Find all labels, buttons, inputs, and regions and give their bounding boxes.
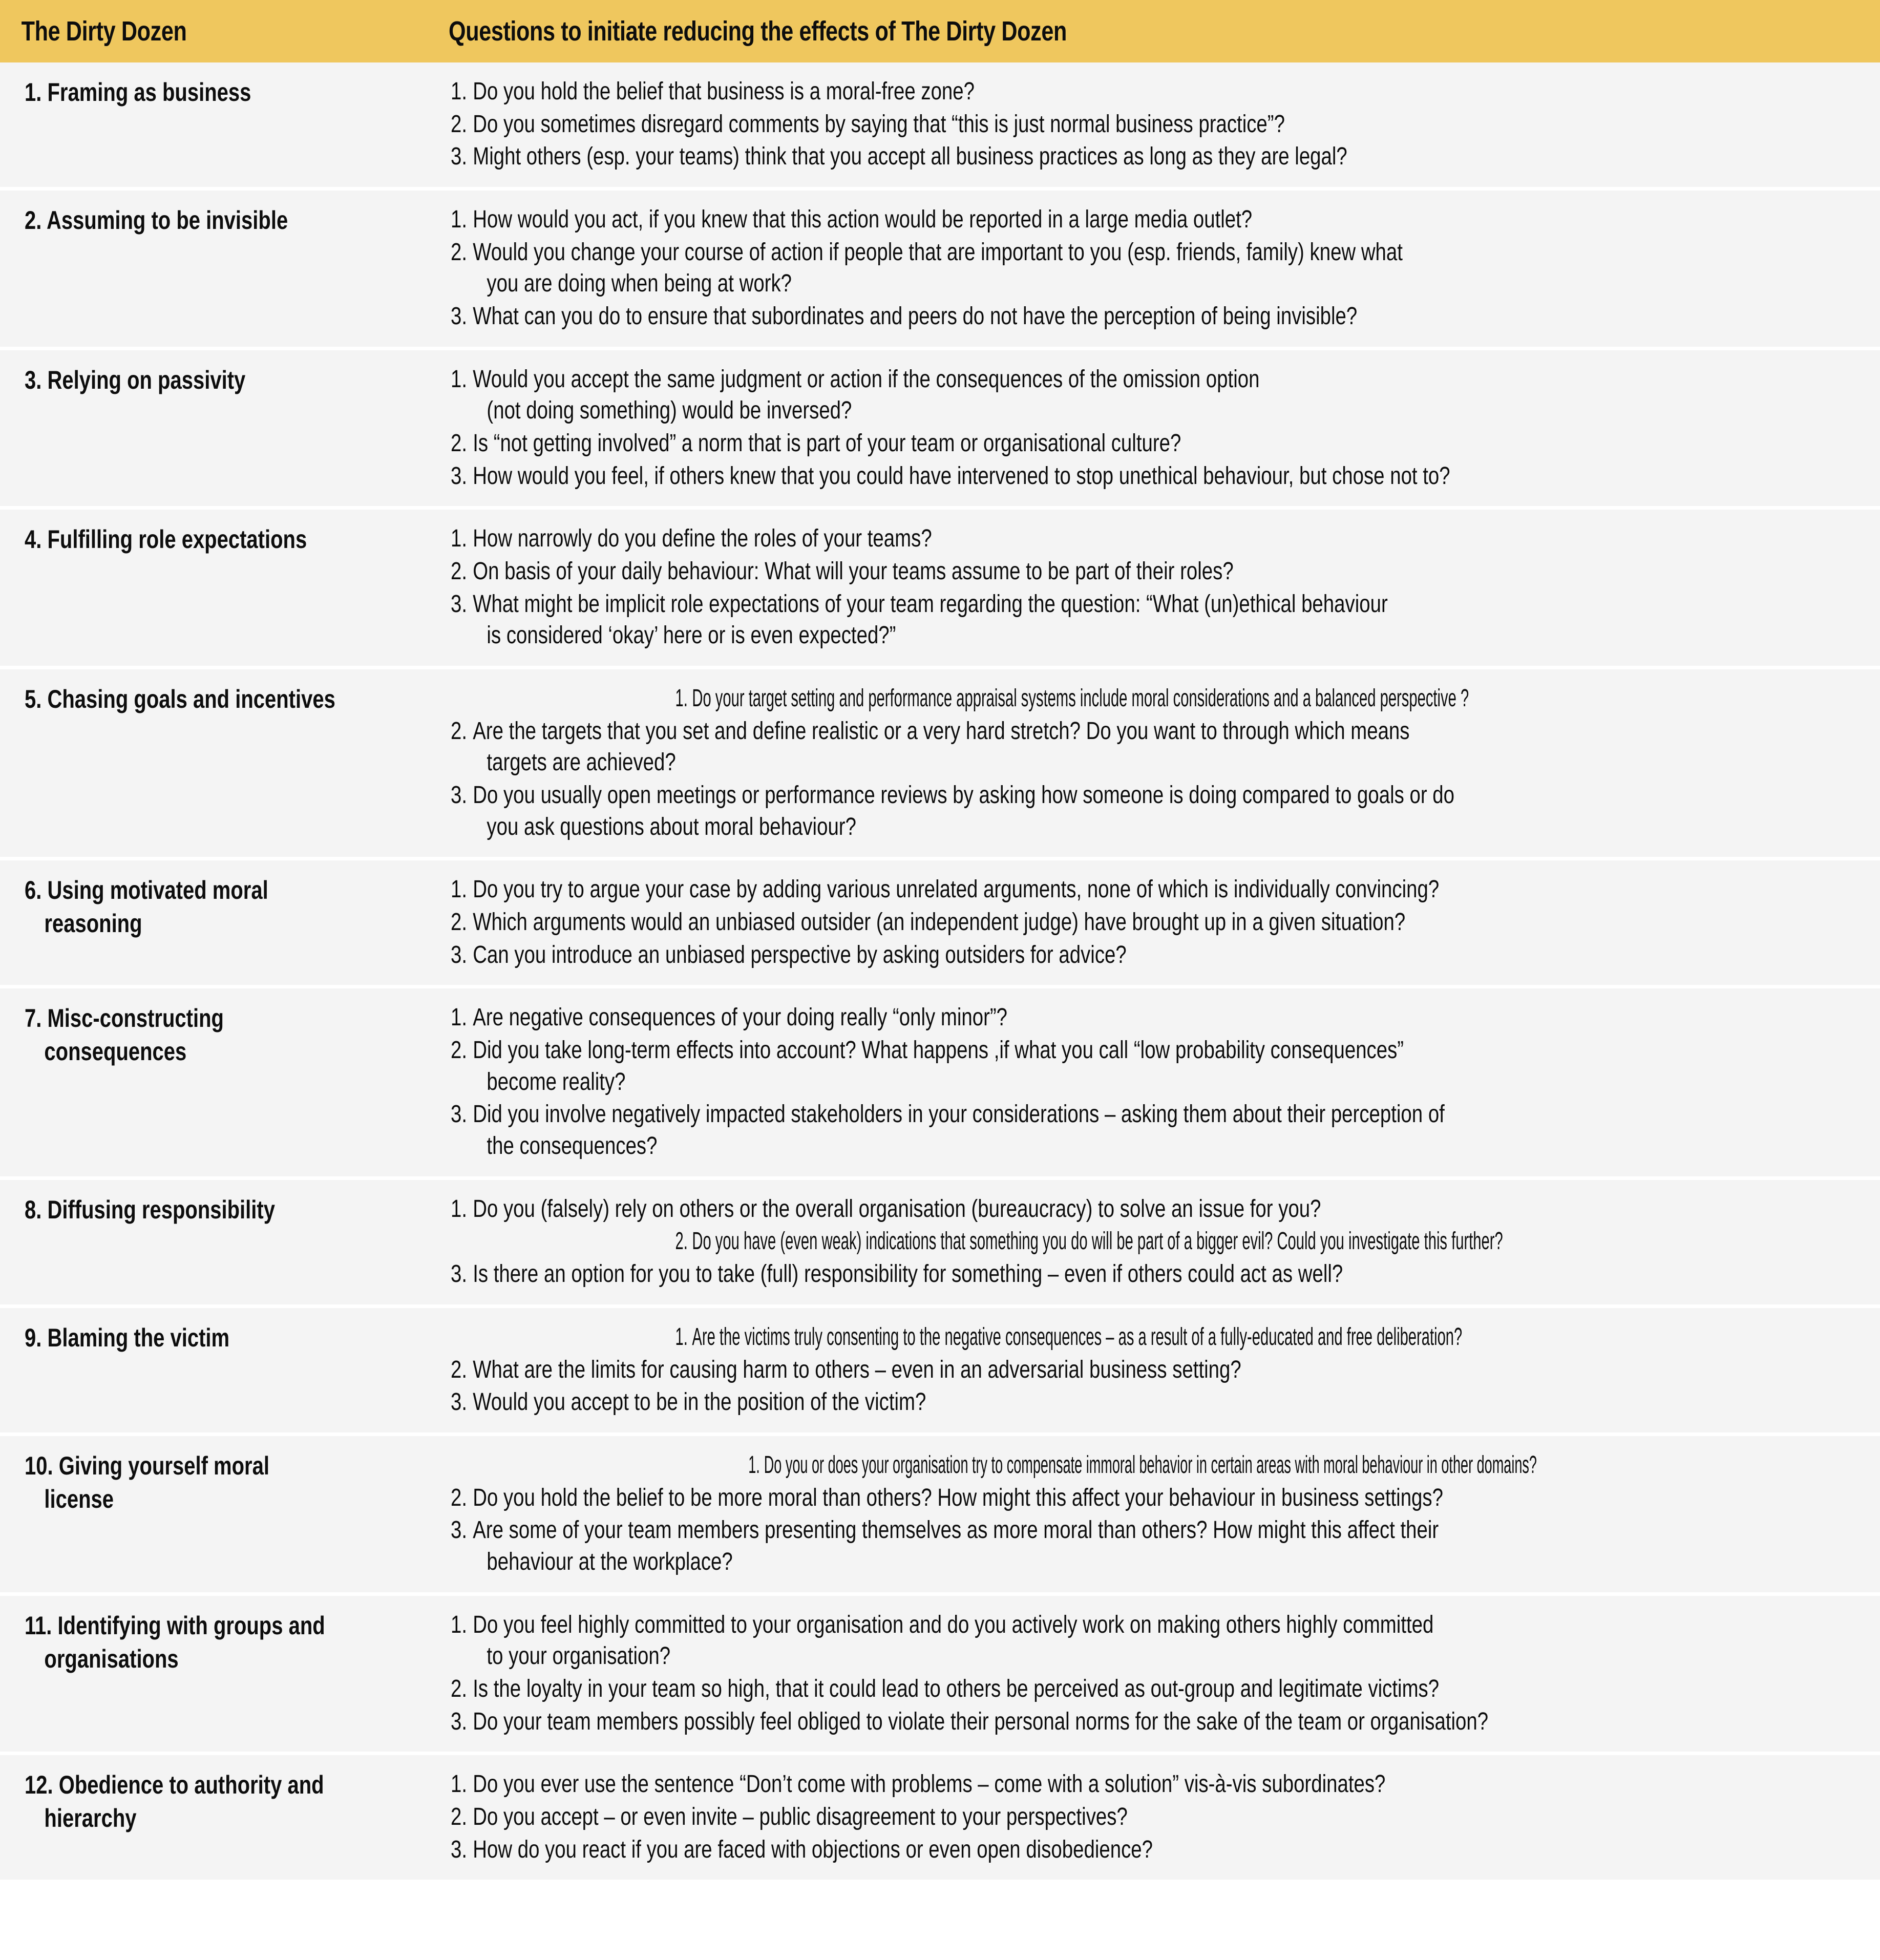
question-number: 3. [451,303,468,330]
questions-list [451,1002,1873,1162]
question-text-line: Do you have (even weak) indications that something you do will be part of a bigger evil? Could you investigate this further? [692,1228,1503,1255]
column-header-dirty-dozen [0,15,352,47]
question-number: 2. [451,1675,468,1702]
question-text [473,1834,1873,1866]
column-header-questions [440,15,1592,47]
questions-list [451,523,1873,651]
question-number: 3. [451,590,468,618]
question-text-line: Are negative consequences of your doing really “only minor”? [473,1004,1007,1031]
question-item [451,1609,1873,1672]
question-number: 1. [675,1323,688,1351]
question-item [451,1514,1873,1577]
dirty-dozen-number: 9. [25,1323,42,1352]
question-text-line: Do you hold the belief to be more moral than others? How might this affect your behaviour in business settings? [473,1484,1443,1511]
dirty-dozen-label: Chasing goals and incentives [47,685,335,714]
dirty-dozen-cell [0,1436,440,1592]
dirty-dozen-label: Using motivated moral [47,876,268,905]
question-number: 1. [748,1451,760,1479]
question-text-line: Do you try to argue your case by adding various unrelated arguments, none of which is individually convincing? [473,876,1440,903]
question-number: 2. [451,717,468,745]
question-text [473,874,1873,905]
question-text [473,76,1873,108]
dirty-dozen-title [25,1002,431,1068]
question-text [473,779,1873,842]
question-item [675,1321,1880,1353]
question-number: 2. [451,430,468,457]
question-text [473,556,1873,587]
dirty-dozen-title [25,1609,431,1676]
dirty-dozen-cell [0,1755,440,1880]
table-row [0,860,1880,988]
question-number: 2. [451,1356,468,1383]
questions-list [451,683,1873,842]
table-row [0,669,1880,860]
dirty-dozen-label: Relying on passivity [47,365,246,394]
question-item [451,1258,1873,1290]
question-text [473,204,1873,236]
question-text [473,523,1873,555]
question-text-line: Do you or does your organisation try to compensate immoral behavior in certain areas with moral behaviour in other domains? [764,1451,1537,1479]
question-text-line: How would you feel, if others knew that you could have intervened to stop unethical behaviour, but chose not to? [473,462,1450,490]
dirty-dozen-number: 4. [25,525,42,554]
question-text-continuation: you ask questions about moral behaviour? [487,813,856,840]
question-text [692,1226,1880,1257]
question-text [473,1258,1873,1290]
dirty-dozen-number: 6. [25,876,42,905]
question-text-line: What can you do to ensure that subordinates and peers do not have the perception of being invisible? [473,303,1358,330]
dirty-dozen-label: Assuming to be invisible [47,206,288,235]
question-text [473,715,1873,778]
question-text-line: Did you take long-term effects into account? What happens ,if what you call “low probability consequences” [473,1037,1404,1064]
dirty-dozen-cell [0,510,440,666]
question-text-line: Do you hold the belief that business is a moral-free zone? [473,78,975,105]
question-item [451,1482,1873,1514]
question-text [473,588,1873,651]
question-item [451,237,1873,300]
dirty-dozen-label: Framing as business [47,78,251,107]
dirty-dozen-label: Obedience to authority and [58,1771,324,1800]
question-text-line: Do you feel highly committed to your organisation and do you actively work on making others highly committed [473,1611,1434,1638]
question-text-line: Which arguments would an unbiased outsider (an independent judge) have brought up in a given situation? [473,909,1406,936]
question-text-line: Might others (esp. your teams) think that you accept all business practices as long as they are legal? [473,143,1347,171]
dirty-dozen-label-continuation: license [44,1484,114,1513]
question-text-line: Do you (falsely) rely on others or the overall organisation (bureaucracy) to solve an issue for you? [473,1195,1321,1223]
question-number: 3. [451,1708,468,1735]
question-number: 1. [675,685,688,712]
question-text [473,907,1873,938]
question-text [473,460,1873,492]
table-row [0,191,1880,350]
question-number: 3. [451,1516,468,1544]
question-number: 2. [451,1803,468,1830]
question-number: 3. [451,1101,468,1128]
questions-cell [440,1308,1880,1432]
question-number: 3. [451,143,468,171]
dirty-dozen-cell [0,191,440,347]
table-header-row [0,0,1880,62]
question-number: 3. [451,782,468,809]
table-body [0,62,1880,1883]
dirty-dozen-number: 3. [25,365,42,394]
dirty-dozen-title [25,1768,431,1835]
question-item [451,1386,1873,1418]
dirty-dozen-number: 5. [25,685,42,714]
question-text [473,428,1873,459]
questions-list [451,204,1873,332]
question-text-line: Are some of your team members presenting themselves as more moral than others? How might this affect their [473,1516,1439,1544]
questions-list [451,364,1873,492]
question-text [473,109,1873,140]
question-text-line: Would you change your course of action if people that are important to you (esp. friends, family) knew what [473,238,1403,266]
question-number: 2. [451,1484,468,1511]
question-item [451,204,1873,236]
dirty-dozen-cell [0,860,440,985]
question-text-line: Do your team members possibly feel obliged to violate their personal norms for the sake of the team or organisation? [473,1708,1489,1735]
questions-cell [440,860,1880,985]
question-item [675,683,1880,714]
questions-list [451,76,1873,173]
questions-cell [440,988,1880,1176]
dirty-dozen-label: Giving yourself moral [58,1451,269,1480]
dirty-dozen-cell [0,62,440,187]
questions-cell [440,191,1880,347]
dirty-dozen-cell [0,669,440,857]
questions-cell [440,510,1880,666]
question-item [451,1193,1873,1225]
question-text-line: How do you react if you are faced with objections or even open disobedience? [473,1836,1153,1863]
question-item [451,301,1873,332]
question-text [473,1768,1873,1800]
bottom-spacer [0,1883,1880,1960]
question-text-continuation: targets are achieved? [487,749,676,776]
dirty-dozen-label-continuation: hierarchy [44,1804,137,1833]
question-text [473,1706,1873,1738]
dirty-dozen-title [25,76,431,109]
question-item [451,874,1873,905]
question-text [473,1354,1873,1386]
table-row [0,1436,1880,1596]
question-item [451,1706,1873,1738]
dirty-dozen-title [25,523,431,556]
questions-cell [440,62,1880,187]
column-header-questions-label: Questions to initiate reducing the effects of The Dirty Dozen [449,16,1067,47]
question-text-line: Do you usually open meetings or performance reviews by asking how someone is doing compared to goals or do [473,782,1454,809]
question-text-line: Do you sometimes disregard comments by saying that “this is just normal business practice”? [473,110,1285,138]
question-number: 3. [451,1388,468,1416]
questions-cell [440,350,1880,507]
question-item [451,141,1873,173]
dirty-dozen-label: Blaming the victim [47,1323,230,1352]
question-text-line: Did you involve negatively impacted stakeholders in your considerations – asking them about their perception of [473,1101,1445,1128]
question-text [473,1002,1873,1034]
question-item [451,460,1873,492]
question-text-line: Can you introduce an unbiased perspective by asking outsiders for advice? [473,941,1127,968]
questions-list [451,1321,1873,1418]
question-number: 3. [451,462,468,490]
dirty-dozen-number: 12. [25,1771,53,1800]
dirty-dozen-cell [0,1308,440,1432]
questions-cell [440,669,1880,857]
questions-cell [440,1180,1880,1304]
question-number: 1. [451,1004,468,1031]
dirty-dozen-number: 2. [25,206,42,235]
question-text [473,1514,1873,1577]
dirty-dozen-cell [0,1180,440,1304]
question-item [451,1768,1873,1800]
question-item [748,1449,1880,1481]
question-text [473,939,1873,971]
question-text-continuation: to your organisation? [487,1642,671,1670]
question-item [451,428,1873,459]
question-text-line: Would you accept to be in the position of the victim? [473,1388,926,1416]
question-text [473,1482,1873,1514]
question-item [451,1354,1873,1386]
dirty-dozen-cell [0,1596,440,1752]
question-item [451,556,1873,587]
question-item [451,523,1873,555]
question-text-line: Are the victims truly consenting to the negative consequences – as a result of a fully-educated and free deliberation? [692,1323,1463,1351]
dirty-dozen-number: 7. [25,1004,42,1033]
question-number: 2. [451,909,468,936]
dirty-dozen-number: 1. [25,78,42,107]
question-text [473,1801,1873,1833]
question-number: 1. [451,1771,468,1798]
questions-cell [440,1596,1880,1752]
question-text-continuation: you are doing when being at work? [487,270,792,298]
question-text-line: Do your target setting and performance appraisal systems include moral considerations and a balanced perspective ? [692,685,1469,712]
questions-list [451,1193,1873,1290]
question-item [451,1834,1873,1866]
questions-cell [440,1436,1880,1592]
question-number: 1. [451,206,468,234]
questions-list [451,1609,1873,1738]
dirty-dozen-label-continuation: consequences [44,1037,187,1066]
dirty-dozen-title [25,1321,431,1355]
question-text [473,1673,1873,1705]
question-text-line: Would you accept the same judgment or action if the consequences of the omission option [473,365,1260,393]
question-text [692,683,1880,714]
question-text-line: What are the limits for causing harm to others – even in an adversarial business setting? [473,1356,1241,1383]
question-item [451,1002,1873,1034]
question-text [473,237,1873,300]
dirty-dozen-label-continuation: organisations [44,1644,179,1673]
dirty-dozen-label: Misc-constructing [47,1004,224,1033]
question-text-line: Do you accept – or even invite – public disagreement to your perspectives? [473,1803,1128,1830]
dirty-dozen-label-continuation: reasoning [44,909,142,938]
question-text-line: How would you act, if you knew that this action would be reported in a large media outlet? [473,206,1253,234]
question-number: 2. [451,110,468,138]
question-number: 3. [451,941,468,968]
questions-list [451,874,1873,971]
question-number: 1. [451,365,468,393]
table-row [0,62,1880,191]
question-text-continuation: become reality? [487,1068,626,1095]
dirty-dozen-number: 10. [25,1451,53,1480]
question-text-continuation: the consequences? [487,1132,658,1160]
dirty-dozen-title [25,1193,431,1227]
dirty-dozen-cell [0,350,440,507]
question-text-line: Are the targets that you set and define realistic or a very hard stretch? Do you want to through which means [473,717,1410,745]
question-item [451,109,1873,140]
table-row [0,1755,1880,1883]
question-item [451,1099,1873,1162]
question-text [473,301,1873,332]
dirty-dozen-number: 11. [25,1611,52,1640]
dirty-dozen-title [25,364,431,397]
question-text [473,364,1873,427]
question-text-line: Is the loyalty in your team so high, that it could lead to others be perceived as out-group and legitimate victims? [473,1675,1440,1702]
question-text [473,1099,1873,1162]
dirty-dozen-label: Diffusing responsibility [47,1195,275,1224]
question-item [451,76,1873,108]
question-text-continuation: is considered ‘okay’ here or is even expected?” [487,622,896,649]
question-text-line: What might be implicit role expectations of your team regarding the question: “What (un)ethical behaviour [473,590,1388,618]
question-text-line: Do you ever use the sentence “Don’t come with problems – come with a solution” vis-à-vis subordinates? [473,1771,1386,1798]
question-number: 2. [675,1228,688,1255]
question-number: 2. [451,238,468,266]
dirty-dozen-title [25,1449,431,1516]
question-number: 1. [451,1611,468,1638]
column-header-dirty-dozen-label: The Dirty Dozen [21,16,187,47]
question-item [451,588,1873,651]
question-number: 1. [451,78,468,105]
question-text-line: On basis of your daily behaviour: What will your teams assume to be part of their roles? [473,558,1234,585]
question-item [451,907,1873,938]
question-text [473,1193,1873,1225]
question-number: 1. [451,876,468,903]
dirty-dozen-label: Fulfilling role expectations [47,525,307,554]
question-item [451,939,1873,971]
table-row [0,350,1880,510]
question-text [473,141,1873,173]
question-number: 3. [451,1260,468,1288]
table-row [0,1308,1880,1436]
question-text-continuation: (not doing something) would be inversed? [487,397,852,425]
table-row [0,510,1880,669]
question-number: 3. [451,1836,468,1863]
question-number: 2. [451,558,468,585]
questions-list [451,1449,1873,1578]
question-text-line: Is “not getting involved” a norm that is part of your team or organisational culture? [473,430,1181,457]
question-item [675,1226,1880,1257]
question-text-continuation: behaviour at the workplace? [487,1548,733,1575]
question-item [451,1035,1873,1098]
question-item [451,715,1873,778]
dirty-dozen-cell [0,988,440,1176]
dirty-dozen-label: Identifying with groups and [57,1611,325,1640]
question-item [451,364,1873,427]
question-number: 1. [451,1195,468,1223]
table-row [0,1180,1880,1308]
dirty-dozen-title [25,683,431,716]
question-text [473,1609,1873,1672]
table-row [0,1596,1880,1756]
questions-cell [440,1755,1880,1880]
question-number: 1. [451,525,468,553]
question-number: 2. [451,1037,468,1064]
question-text [473,1035,1873,1098]
question-text [764,1449,1880,1481]
question-item [451,1801,1873,1833]
question-text-line: Is there an option for you to take (full) responsibility for something – even if others could act as well? [473,1260,1343,1288]
dirty-dozen-title [25,874,431,940]
question-item [451,779,1873,842]
question-item [451,1673,1873,1705]
table-row [0,988,1880,1179]
questions-list [451,1768,1873,1865]
question-text [692,1321,1880,1353]
question-text-line: How narrowly do you define the roles of your teams? [473,525,932,553]
dirty-dozen-title [25,204,431,237]
dirty-dozen-number: 8. [25,1195,42,1224]
question-text [473,1386,1873,1418]
